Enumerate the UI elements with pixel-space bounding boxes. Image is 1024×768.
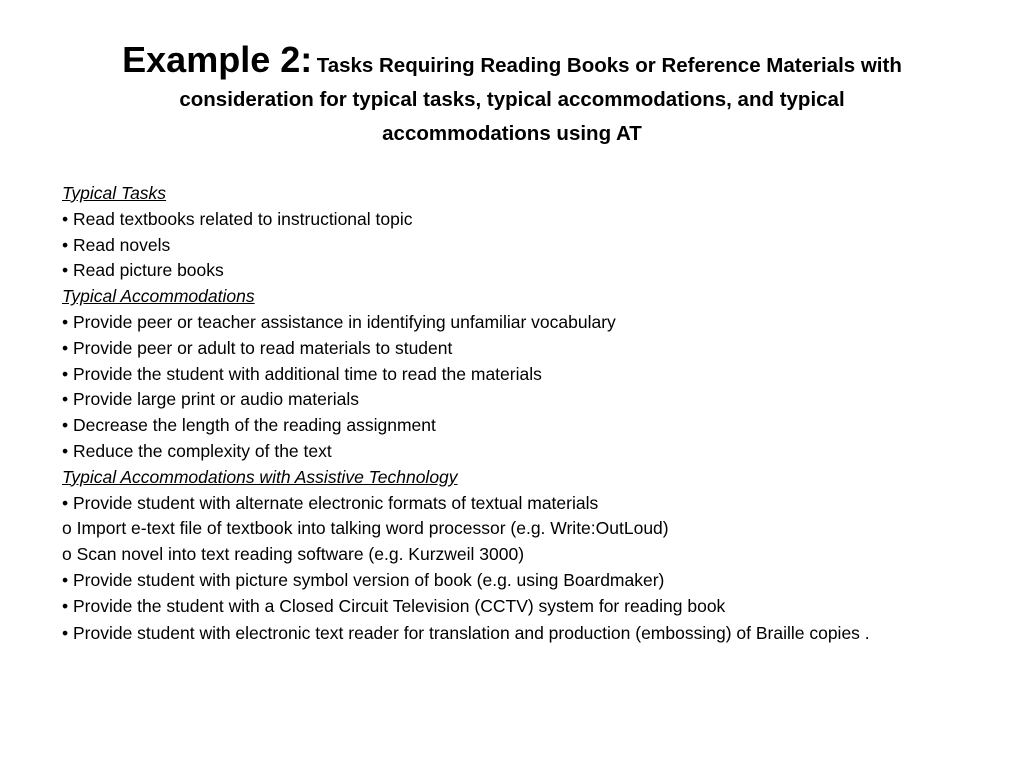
title-rest: Tasks Requiring Reading Books or Reference Materials with consideration for typical tasks, typical accommodations, and typical accommodations using AT — [179, 54, 902, 145]
slide-title — [100, 39, 924, 152]
heading-at-accommodations: Typical Accommodations with Assistive Technology — [62, 466, 458, 487]
list-item: • Reduce the complexity of the text — [62, 440, 332, 461]
list-item: o Scan novel into text reading software (e.g. Kurzweil 3000) — [62, 544, 525, 565]
list-item: • Provide the student with a Closed Circuit Television (CCTV) system for reading book — [62, 595, 726, 616]
title-lead: Example 2: — [122, 39, 313, 80]
list-item: • Decrease the length of the reading assignment — [62, 415, 436, 436]
heading-typical-accommodations: Typical Accommodations — [62, 286, 255, 307]
list-item: • Provide student with alternate electronic formats of textual materials — [62, 492, 599, 513]
list-item: • Provide peer or teacher assistance in identifying unfamiliar vocabulary — [62, 311, 616, 332]
list-item: • Provide student with picture symbol version of book (e.g. using Boardmaker) — [62, 569, 665, 590]
list-item: • Read novels — [62, 234, 171, 255]
list-item: • Read picture books — [62, 260, 224, 281]
list-item: • Provide peer or adult to read materials to student — [62, 337, 453, 358]
list-item: o Import e-text file of textbook into talking word processor (e.g. Write:OutLoud) — [62, 518, 669, 539]
list-item: • Read textbooks related to instructional topic — [62, 208, 413, 229]
list-item: • Provide large print or audio materials — [62, 389, 359, 410]
heading-typical-tasks: Typical Tasks — [62, 183, 167, 203]
list-item: • Provide student with electronic text reader for translation and production (embossing) of Braille copies . — [62, 622, 870, 643]
slide-body — [62, 181, 962, 644]
list-item: • Provide the student with additional time to read the materials — [62, 363, 542, 384]
